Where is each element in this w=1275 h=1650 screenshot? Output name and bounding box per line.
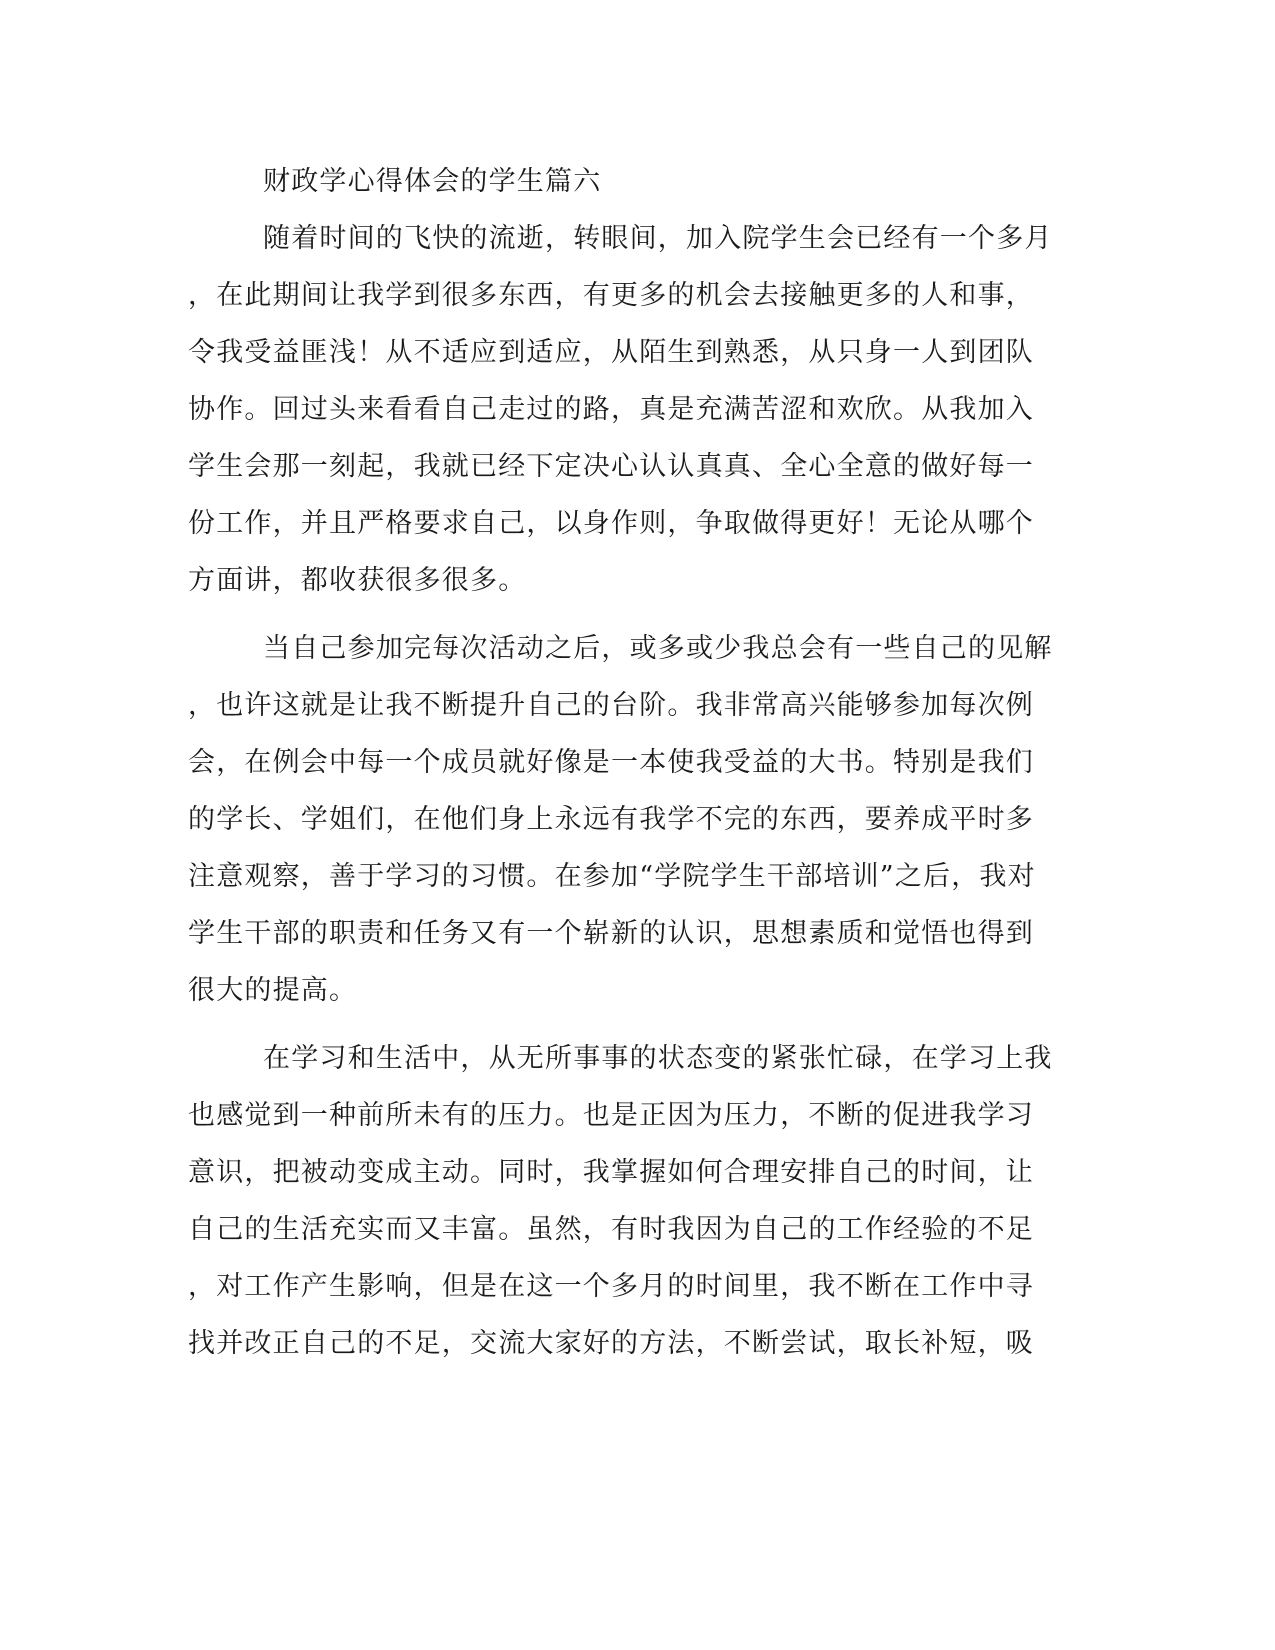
paragraph-2-line-4: 的学长、学姐们，在他们身上永远有我学不完的东西，要养成平时多 <box>188 804 1034 835</box>
paragraph-1-line-2: ，在此期间让我学到很多东西，有更多的机会去接触更多的人和事， <box>188 280 1034 311</box>
paragraph-3-line-2: 也感觉到一种前所未有的压力。也是正因为压力，不断的促进我学习 <box>188 1100 1034 1131</box>
document-title: 财政学心得体会的学生篇六 <box>263 166 602 197</box>
paragraph-1-line-3: 令我受益匪浅！从不适应到适应，从陌生到熟悉，从只身一人到团队 <box>188 337 1034 368</box>
paragraph-1-line-7: 方面讲，都收获很多很多。 <box>188 565 527 596</box>
paragraph-2-line-6: 学生干部的职责和任务又有一个崭新的认识，思想素质和觉悟也得到 <box>188 918 1034 949</box>
paragraph-3-line-4: 自己的生活充实而又丰富。虽然，有时我因为自己的工作经验的不足 <box>188 1214 1034 1245</box>
paragraph-3-line-1: 在学习和生活中，从无所事事的状态变的紧张忙碌，在学习上我 <box>263 1043 1053 1074</box>
paragraph-2-line-3: 会，在例会中每一个成员就好像是一本使我受益的大书。特别是我们 <box>188 747 1034 778</box>
paragraph-2-line-1: 当自己参加完每次活动之后，或多或少我总会有一些自己的见解 <box>263 633 1053 664</box>
paragraph-1-line-4: 协作。回过头来看看自己走过的路，真是充满苦涩和欢欣。从我加入 <box>188 394 1034 425</box>
paragraph-1-line-1: 随着时间的飞快的流逝，转眼间，加入院学生会已经有一个多月 <box>263 223 1053 254</box>
paragraph-3-line-5: ，对工作产生影响，但是在这一个多月的时间里，我不断在工作中寻 <box>188 1271 1034 1302</box>
paragraph-3-line-6: 找并改正自己的不足，交流大家好的方法，不断尝试，取长补短，吸 <box>188 1328 1034 1359</box>
paragraph-2-line-7: 很大的提高。 <box>188 975 358 1006</box>
paragraph-2-line-2: ，也许这就是让我不断提升自己的台阶。我非常高兴能够参加每次例 <box>188 690 1034 721</box>
paragraph-3-line-3: 意识，把被动变成主动。同时，我掌握如何合理安排自己的时间，让 <box>188 1157 1034 1188</box>
paragraph-2-line-5: 注意观察，善于学习的习惯。在参加“学院学生干部培训”之后，我对 <box>188 861 1036 892</box>
paragraph-1-line-6: 份工作，并且严格要求自己，以身作则，争取做得更好！无论从哪个 <box>188 508 1034 539</box>
paragraph-1-line-5: 学生会那一刻起，我就已经下定决心认认真真、全心全意的做好每一 <box>188 451 1034 482</box>
